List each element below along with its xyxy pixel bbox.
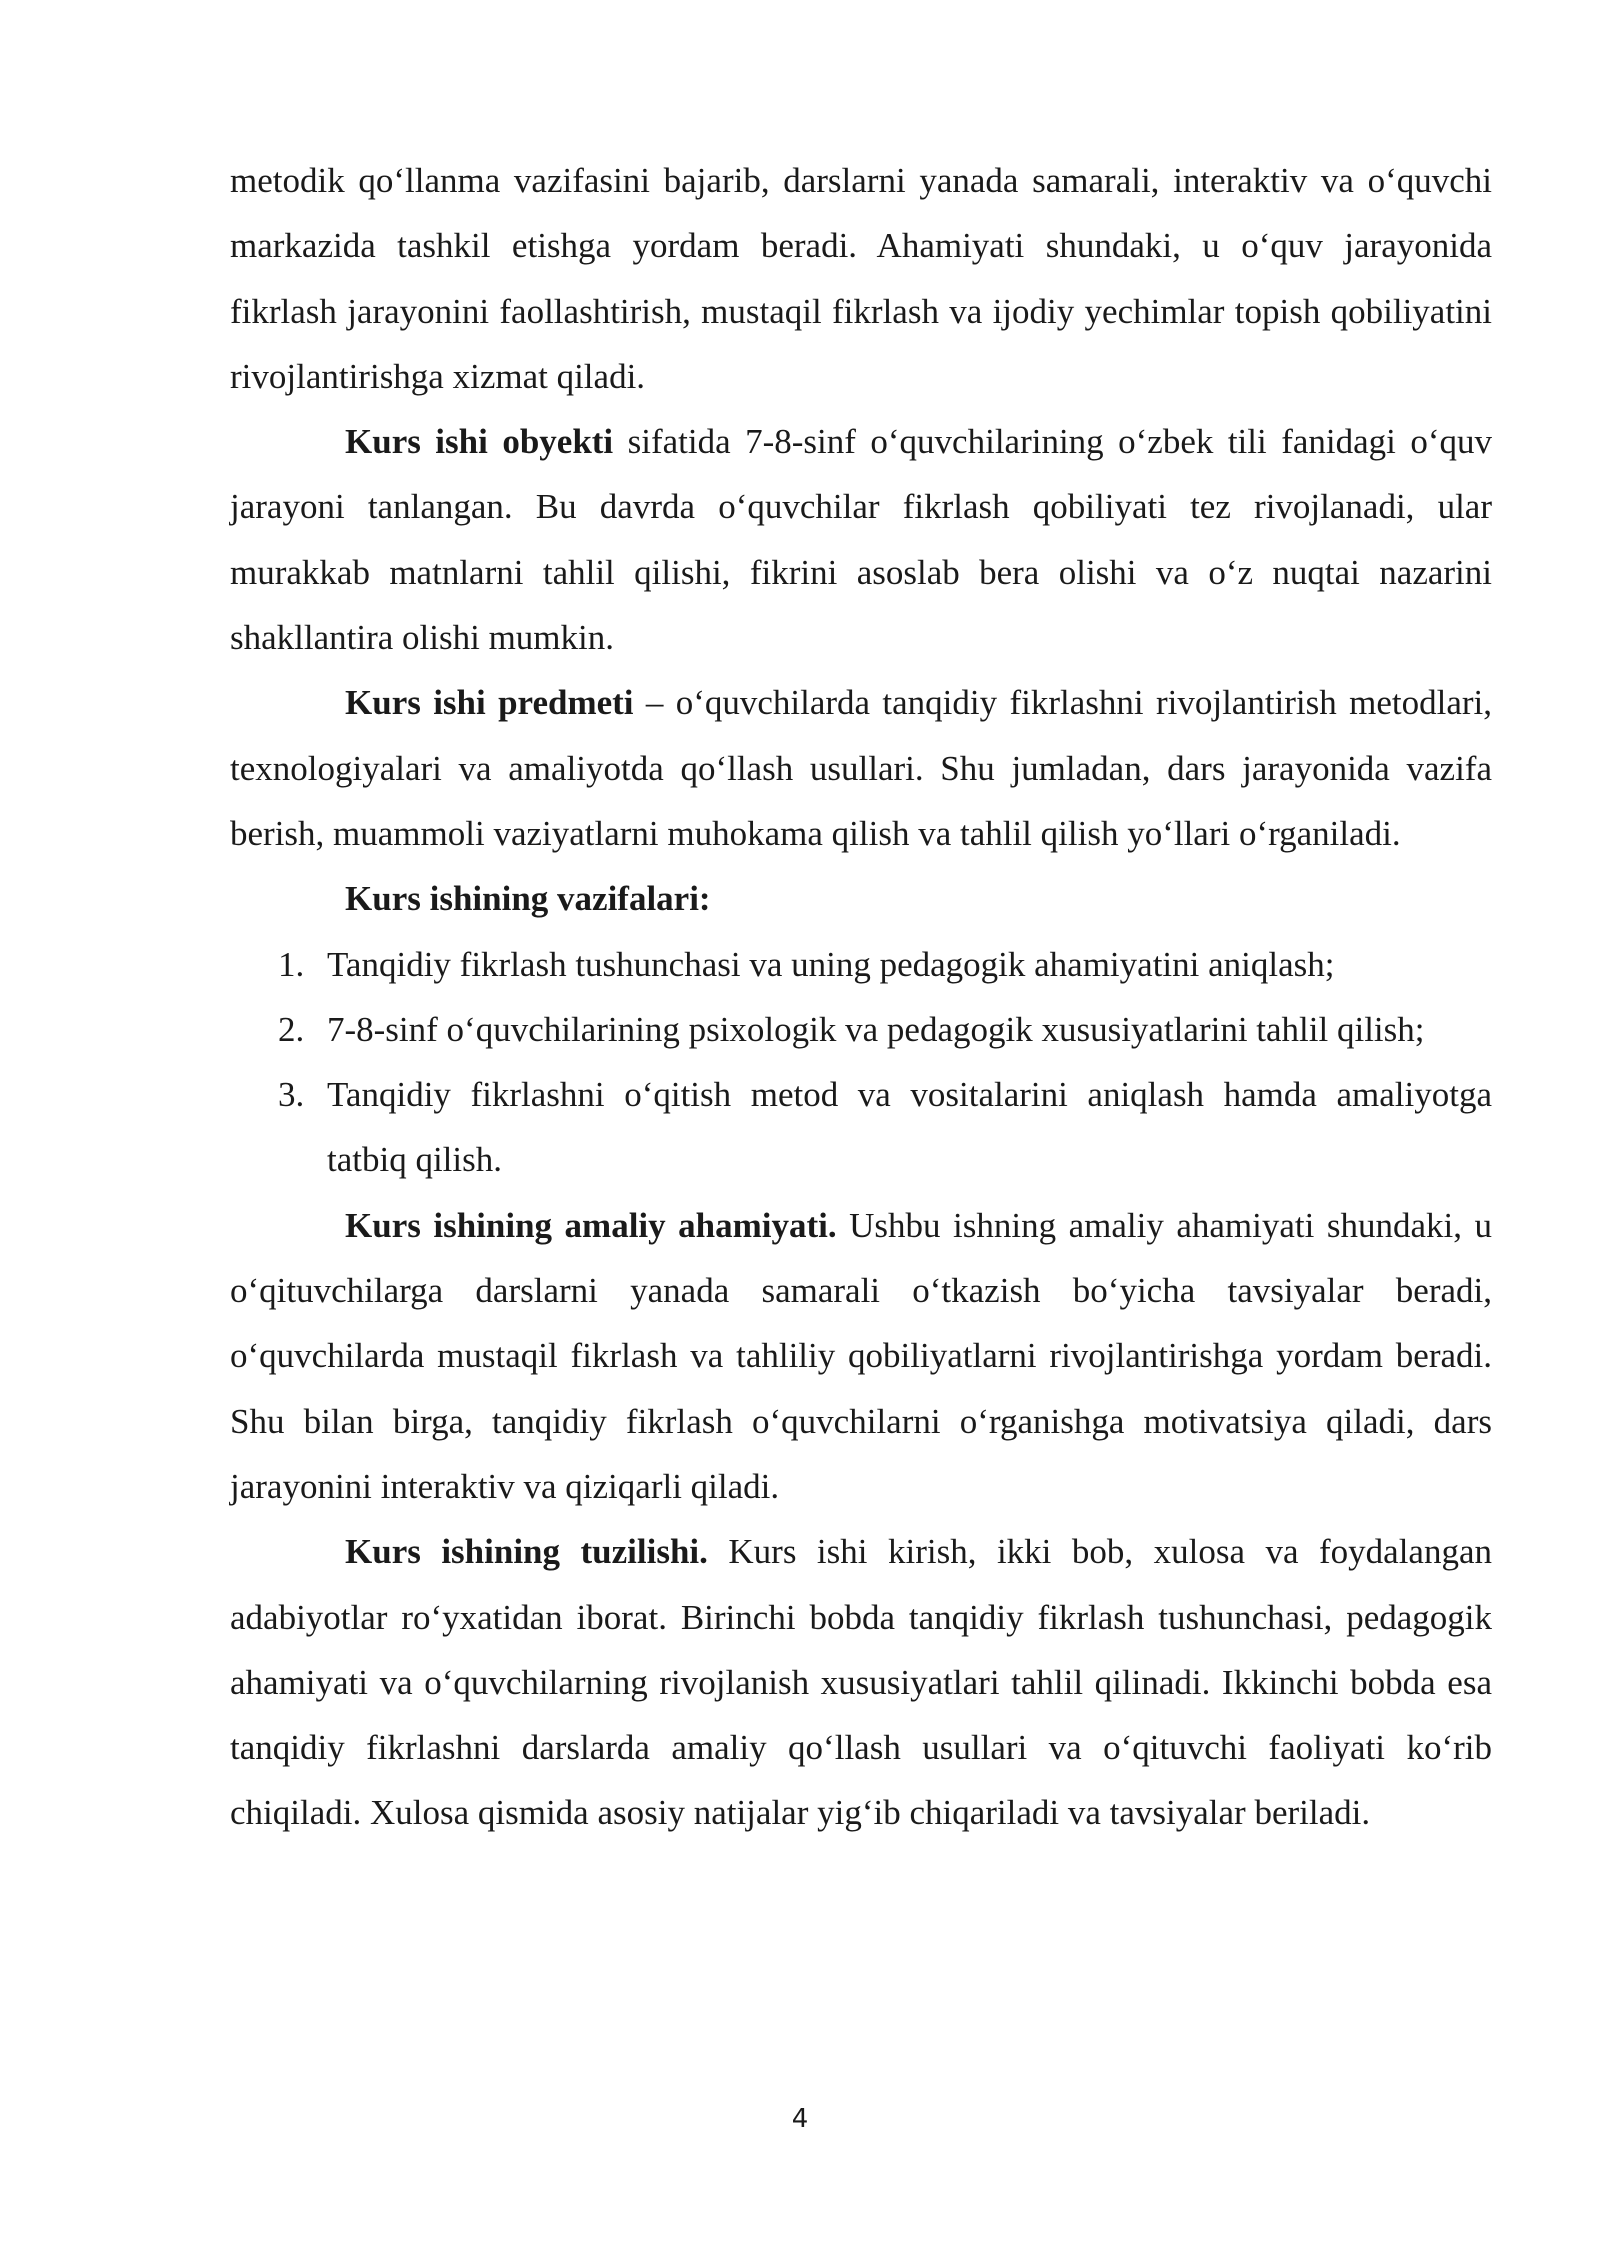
list-item: [230, 997, 1492, 1062]
list-item-text: Tanqidiy fikrlash tushunchasi va uning pedagogik ahamiyatini aniqlash;: [327, 944, 1335, 984]
page-number: 4: [791, 2104, 809, 2134]
paragraph-text: sifatida 7-8-sinf o‘quvchilarining o‘zbek tili fanidagi o‘quv jarayoni tanlangan. Bu davrda o‘quvchilar fikrlash qobiliyati tez rivojlanadi, ular murakkab matnlarni tahlil qilishi, fikrini asoslab bera olishi va o‘z nuqtai nazarini shakllantira olishi mumkin.: [230, 422, 1492, 658]
list-item: [230, 1062, 1492, 1193]
practical-significance-heading: Kurs ishining amaliy ahamiyati.: [345, 1205, 837, 1245]
tasks-list: [230, 932, 1492, 1193]
tasks-heading: Kurs ishining vazifalari:: [345, 879, 711, 919]
document-page: [230, 148, 1492, 1846]
list-number: 3.: [278, 1075, 305, 1115]
paragraph-text: Ushbu ishning amaliy ahamiyati shundaki, u o‘qituvchilarga darslarni yanada samarali o‘tkazish bo‘yicha tavsiyalar beradi, o‘quvchilarda mustaqil fikrlash va tahliliy qobiliyatlarni rivojlantirishga yordam beradi. Shu bilan birga, tanqidiy fikrlash o‘quvchilarni o‘rganishga motivatsiya qiladi, dars jarayonini interaktiv va qiziqarli qiladi.: [230, 1205, 1492, 1506]
list-item: [230, 932, 1492, 997]
paragraph-text: metodik qo‘llanma vazifasini bajarib, darslarni yanada samarali, interaktiv va o‘quvchi markazida tashkil etishga yordam beradi. Ahamiyati shundaki, u o‘quv jarayonida fikrlash jarayonini faollashtirish, mustaqil fikrlash va ijodiy yechimlar topish qobiliyatini rivojlantirishga xizmat qiladi.: [230, 161, 1492, 396]
paragraph-intro-continuation: [230, 148, 1492, 409]
list-number: 2.: [278, 1009, 305, 1049]
paragraph-object: [230, 409, 1492, 670]
paragraph-structure: [230, 1519, 1492, 1845]
structure-heading: Kurs ishining tuzilishi.: [345, 1532, 708, 1572]
paragraph-text: – o‘quvchilarda tanqidiy fikrlashni rivojlantirish metodlari, texnologiyalari va amaliyotda qo‘llash usullari. Shu jumladan, dars jarayonida vazifa berish, muammoli vaziyatlarni muhokama qilish va tahlil qilish yo‘llari o‘rganiladi.: [230, 683, 1492, 853]
paragraph-practical-significance: [230, 1193, 1492, 1519]
subject-heading: Kurs ishi predmeti: [345, 683, 634, 723]
object-heading: Kurs ishi obyekti: [345, 422, 614, 462]
list-item-text: Tanqidiy fikrlashni o‘qitish metod va vositalarini aniqlash hamda amaliyotga tatbiq qilish.: [327, 1075, 1492, 1180]
list-number: 1.: [278, 944, 305, 984]
paragraph-subject: [230, 670, 1492, 866]
list-item-text: 7-8-sinf o‘quvchilarining psixologik va pedagogik xususiyatlarini tahlil qilish;: [327, 1009, 1425, 1049]
paragraph-text: Kurs ishi kirish, ikki bob, xulosa va foydalangan adabiyotlar ro‘yxatidan iborat. Birinchi bobda tanqidiy fikrlash tushunchasi, pedagogik ahamiyati va o‘quvchilarning rivojlanish xususiyatlari tahlil qilinadi. Ikkinchi bobda esa tanqidiy fikrlashni darslarda amaliy qo‘llash usullari va o‘qituvchi faoliyati ko‘rib chiqiladi. Xulosa qismida asosiy natijalar yig‘ib chiqariladi va tavsiyalar beriladi.: [230, 1532, 1492, 1833]
